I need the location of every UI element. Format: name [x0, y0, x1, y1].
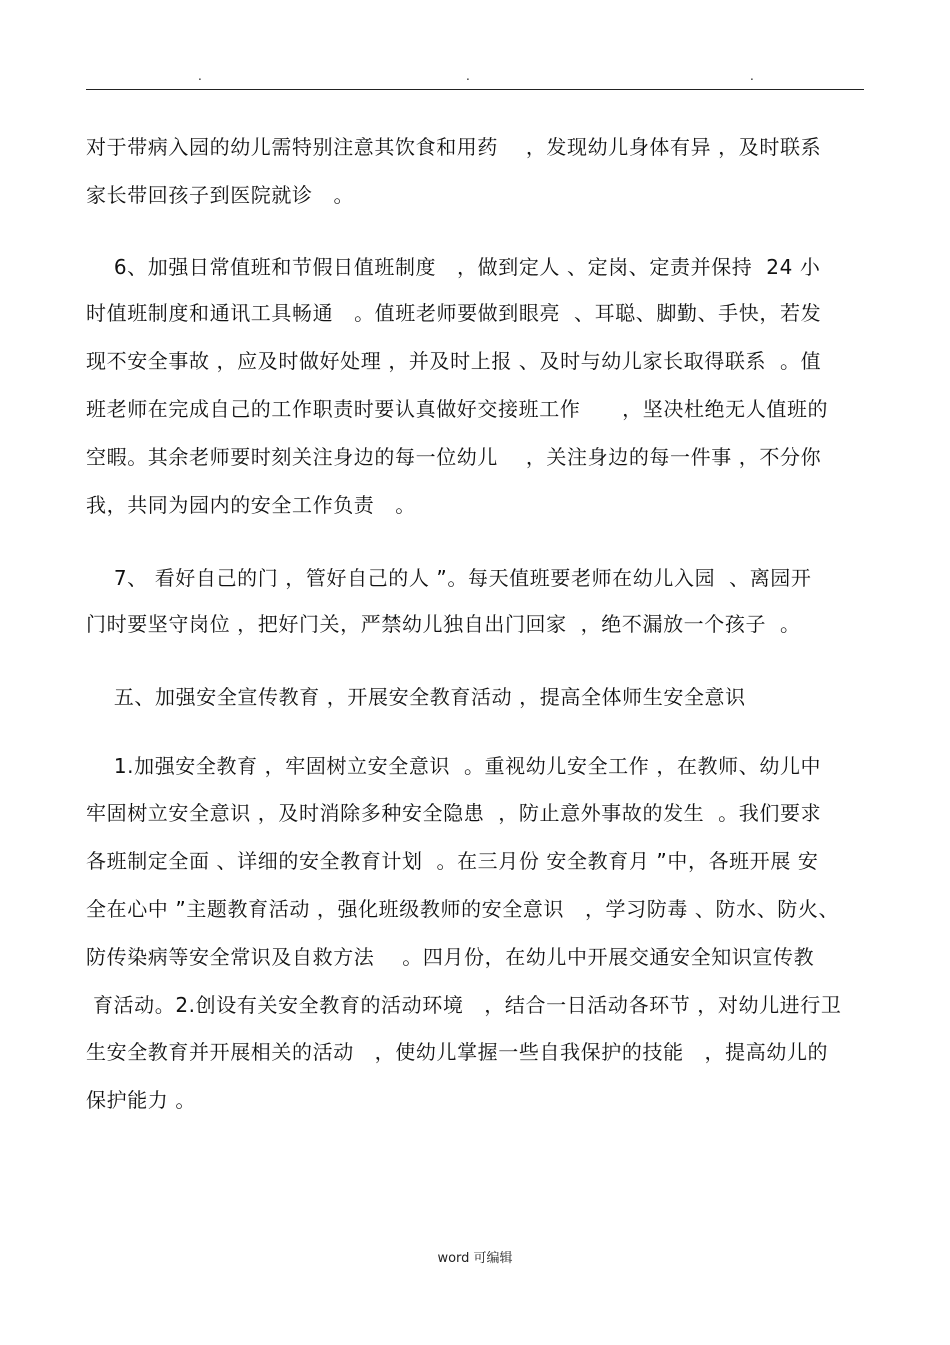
body-line: 育活动。2.创设有关安全教育的活动环境 ，结合一日活动各环节 ，对幼儿进行卫 — [86, 993, 842, 1017]
page-footer: word 可编辑 — [437, 1251, 513, 1266]
body-line: 各班制定全面 、详细的安全教育计划 。在三月份 安全教育月 ”中，各班开展 安 — [86, 849, 819, 873]
body-line: 现不安全事故 ，应及时做好处理 ，并及时上报 、及时与幼儿家长取得联系 。值 — [86, 349, 822, 373]
body-line: 牢固树立安全意识 ，及时消除多种安全隐患 ，防止意外事故的发生 。我们要求 — [86, 801, 822, 825]
body-line: 班老师在完成自己的工作职责时要认真做好交接班工作 ，坚决杜绝无人值班的 — [86, 397, 829, 421]
header-dot-right: . — [750, 69, 754, 83]
body-line: 1.加强安全教育 ，牢固树立安全意识 。重视幼儿安全工作 ，在教师、幼儿中 — [86, 754, 822, 778]
header-dots — [86, 66, 864, 86]
header-dot-center: . — [466, 69, 470, 83]
body-line: 空暇。其余老师要时刻关注身边的每一位幼儿 ，关注身边的每一件事 ，不分你 — [86, 445, 822, 469]
header-dot-left: . — [198, 69, 202, 83]
body-line: 我，共同为园内的安全工作负责 。 — [86, 493, 416, 517]
body-line: 全在心中 ”主题教育活动 ，强化班级教师的安全意识 ，学习防毒 、防水、防火、 — [86, 897, 840, 921]
body-line: 保护能力 。 — [86, 1088, 196, 1112]
body-line: 家长带回孩子到医院就诊 。 — [86, 183, 355, 207]
body-line: 门时要坚守岗位 ，把好门关，严禁幼儿独自出门回家 ，绝不漏放一个孩子 。 — [86, 612, 801, 636]
header-rule — [86, 89, 864, 90]
body-line: 6、加强日常值班和节假日值班制度 ，做到定人 、定岗、定责并保持 24 小 — [86, 255, 821, 279]
body-line: 防传染病等安全常识及自救方法 。四月份，在幼儿中开展交通安全知识宣传教 — [86, 945, 815, 969]
body-line: 时值班制度和通讯工具畅通 。值班老师要做到眼亮 、耳聪、脚勤、手快，若发 — [86, 301, 822, 325]
body-line: 生安全教育并开展相关的活动 ，使幼儿掌握一些自我保护的技能 ，提高幼儿的 — [86, 1040, 829, 1064]
body-line: 对于带病入园的幼儿需特别注意其饮食和用药 ，发现幼儿身体有异 ，及时联系 — [86, 135, 822, 159]
body-line: 7、 看好自己的门 ，管好自己的人 ”。每天值班要老师在幼儿入园 、离园开 — [86, 566, 812, 590]
section-heading: 五、加强安全宣传教育 ，开展安全教育活动 ，提高全体师生安全意识 — [86, 685, 746, 709]
